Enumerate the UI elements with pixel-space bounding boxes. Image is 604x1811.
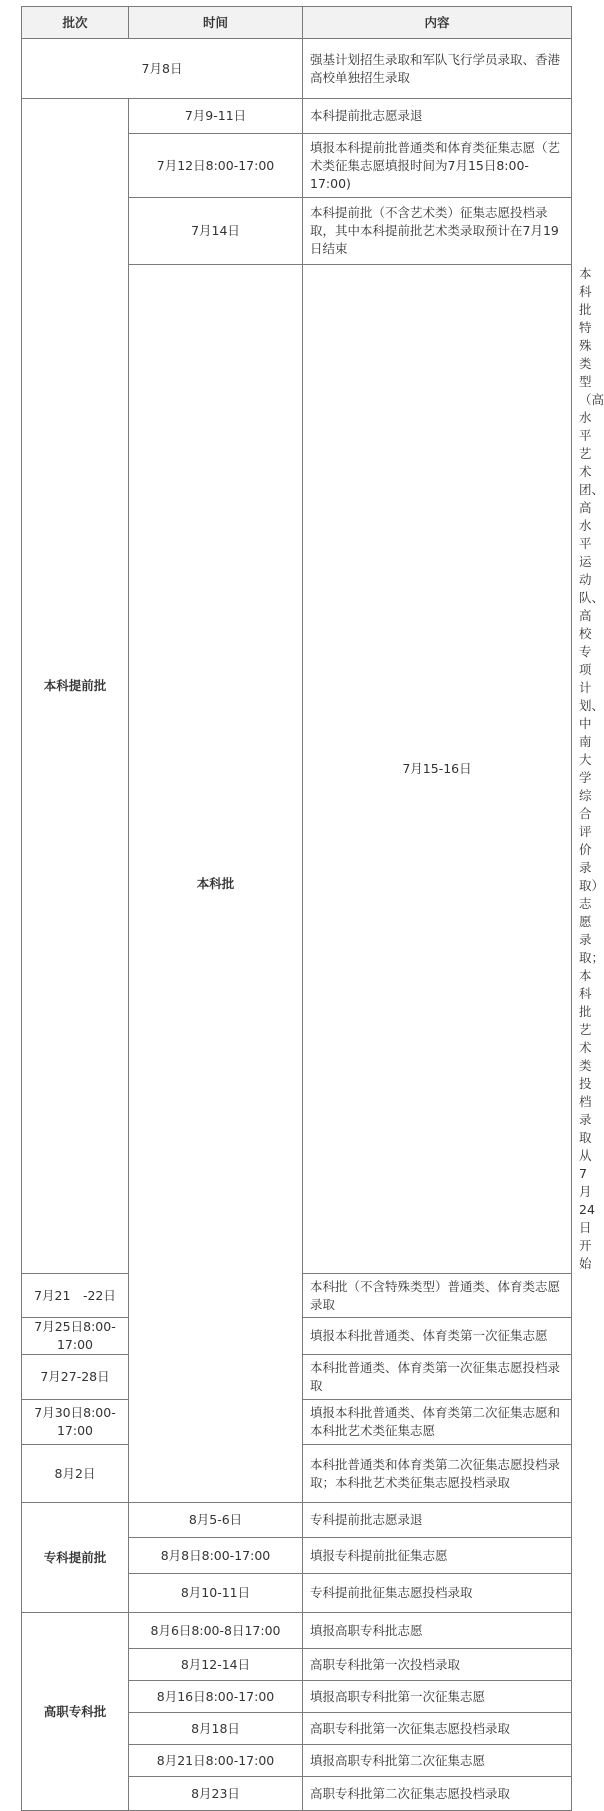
header-content: 内容 [303, 7, 572, 39]
table-row [22, 1613, 572, 1649]
content-cell: 填报本科提前批普通类和体育类征集志愿（艺术类征集志愿填报时间为7月15日8:00-17:00) [303, 134, 572, 198]
time-cell: 8月12-14日 [129, 1649, 303, 1681]
batch-cell-undergrad-early: 本科提前批 [22, 99, 129, 1274]
header-time: 时间 [129, 7, 303, 39]
time-cell: 7月30日8:00-17:00 [22, 1400, 129, 1445]
time-cell: 7月8日 [22, 39, 303, 99]
content-cell: 专科提前批征集志愿投档录取 [303, 1574, 572, 1613]
content-cell: 本科提前批志愿录退 [303, 99, 572, 134]
table-row: 本科批 7月15-16日 本科批特殊类型（高水平艺术团、高水平运动队、高校专项计划、中南大学综合评价录取）志愿录取；本科批艺术类投档录取从7月24日开始 [22, 265, 572, 1274]
header-batch: 批次 [22, 7, 129, 39]
time-cell: 8月2日 [22, 1445, 129, 1503]
time-cell: 7月25日8:00-17:00 [22, 1318, 129, 1355]
batch-cell-undergrad: 本科批 [129, 265, 303, 1503]
content-cell: 填报本科批普通类、体育类第二次征集志愿和本科批艺术类征集志愿 [303, 1400, 572, 1445]
content-cell: 本科批普通类、体育类第一次征集志愿投档录取 [303, 1355, 572, 1400]
time-cell: 7月14日 [129, 198, 303, 265]
content-cell: 强基计划招生录取和军队飞行学员录取、香港高校单独招生录取 [303, 39, 572, 99]
content-cell: 填报专科提前批征集志愿 [303, 1538, 572, 1574]
content-cell: 本科批普通类和体育类第二次征集志愿投档录取；本科批艺术类征集志愿投档录取 [303, 1445, 572, 1503]
schedule-table-container [21, 6, 604, 1811]
batch-cell-higher-vocational: 高职专科批 [22, 1613, 129, 1811]
content-cell: 填报高职专科批志愿 [303, 1613, 572, 1649]
batch-cell-vocational-early: 专科提前批 [22, 1503, 129, 1613]
content-cell: 专科提前批志愿录退 [303, 1503, 572, 1538]
content-cell: 高职专科批第一次征集志愿投档录取 [303, 1713, 572, 1745]
table-header-row [22, 7, 572, 39]
time-cell: 8月5-6日 [129, 1503, 303, 1538]
content-cell: 本科批（不含特殊类型）普通类、体育类志愿录取 [303, 1274, 572, 1318]
time-cell: 8月6日8:00-8日17:00 [129, 1613, 303, 1649]
table-row [22, 39, 572, 99]
content-cell: 填报高职专科批第一次征集志愿 [303, 1681, 572, 1713]
content-cell: 高职专科批第二次征集志愿投档录取 [303, 1777, 572, 1811]
content-cell: 填报高职专科批第二次征集志愿 [303, 1745, 572, 1777]
time-cell: 8月10-11日 [129, 1574, 303, 1613]
content-cell: 填报本科批普通类、体育类第一次征集志愿 [303, 1318, 572, 1355]
time-cell: 8月16日8:00-17:00 [129, 1681, 303, 1713]
time-cell: 8月23日 [129, 1777, 303, 1811]
time-cell: 7月9-11日 [129, 99, 303, 134]
table-row [22, 99, 572, 134]
time-cell: 7月12日8:00-17:00 [129, 134, 303, 198]
time-cell: 7月21 -22日 [22, 1274, 129, 1318]
content-cell: 高职专科批第一次投档录取 [303, 1649, 572, 1681]
time-cell: 7月27-28日 [22, 1355, 129, 1400]
table-row [22, 1503, 572, 1538]
time-cell: 8月21日8:00-17:00 [129, 1745, 303, 1777]
time-cell: 8月8日8:00-17:00 [129, 1538, 303, 1574]
time-cell: 7月15-16日 [303, 265, 572, 1274]
content-cell: 本科提前批（不含艺术类）征集志愿投档录取，其中本科提前批艺术类录取预计在7月19日结束 [303, 198, 572, 265]
schedule-table [21, 6, 604, 1811]
time-cell: 8月18日 [129, 1713, 303, 1745]
